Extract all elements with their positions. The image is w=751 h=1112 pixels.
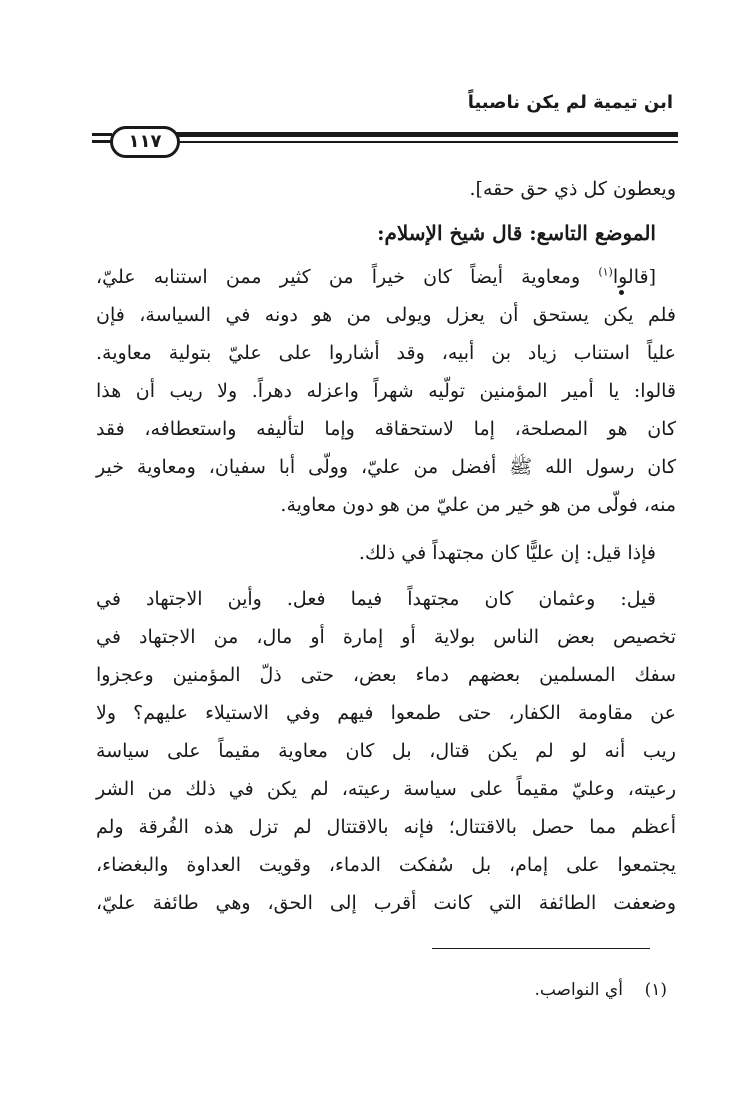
- text-line: وضعفت الطائفة التي كانت أقرب إلى الحق، وهي طائفة عليّ،: [96, 892, 676, 914]
- header-rule-left-bottom: [92, 140, 112, 143]
- footnote-marker: (١): [644, 980, 667, 1000]
- footnote-separator: [432, 948, 650, 949]
- text-line: منه، فولّى من هو خير من عليّ من هو دون معاوية.: [280, 494, 676, 516]
- body-text: [96, 170, 676, 922]
- section-heading: الموضع التاسع: قال شيخ الإسلام:: [377, 221, 656, 245]
- text-line: فإذا قيل: إن عليًّا كان مجتهداً في ذلك.: [358, 542, 656, 564]
- text-line: عن مقاومة الكفار، حتى طمعوا فيهم وفي الاستيلاء عليهم؟ ولا: [96, 702, 676, 724]
- text-line: أعظم مما حصل بالاقتتال؛ فإنه بالاقتتال لم تزل هذه الفُرقة ولم: [96, 816, 676, 838]
- text-line: ريب أنه لو لم يكن قتال، بل كان معاوية مقيماً على سياسة: [96, 740, 676, 762]
- text-line: كان رسول الله ﷺ أفضل من عليّ، وولّى أبا سفيان، ومعاوية خير: [96, 456, 676, 478]
- running-title: ابن تيمية لم يكن ناصبياً: [467, 92, 673, 113]
- footnote: [534, 980, 667, 1000]
- text-line: تخصيص بعض الناس بولاية أو إمارة أو مال، من الاجتهاد في: [96, 626, 676, 648]
- header-rule-thick: [174, 132, 678, 137]
- text-line: قيل: وعثمان كان مجتهداً فيما فعل. وأين الاجتهاد في: [96, 588, 656, 610]
- text-line: علياً استناب زياد بن أبيه، وقد أشاروا على عليّ بتولية معاوية.: [96, 342, 676, 364]
- text-line: [96, 258, 676, 296]
- header-rule-left-top: [92, 133, 112, 136]
- text-segment: ومعاوية أيضاً كان خيراً من كثير ممن استنابه عليّ،: [96, 266, 599, 288]
- header-rule-thin: [174, 141, 678, 143]
- footnote-text: أي النواصب.: [534, 980, 623, 1000]
- text-line: قالوا: يا أمير المؤمنين تولّيه شهراً واعزله دهراً. ولا ريب أن هذا: [96, 380, 676, 402]
- text-line: فلم يكن يستحق أن يعزل ويولى من هو دونه في السياسة، فإن: [96, 304, 677, 326]
- footnote-ref: (١): [598, 265, 613, 279]
- text-line: ويعطون كل ذي حق حقه].: [469, 178, 676, 200]
- text-line: يجتمعوا على إمام، بل سُفكت الدماء، وقويت العداوة والبغضاء،: [96, 854, 676, 876]
- quote-open: [قالوا: [612, 266, 656, 288]
- text-line: رعيته، وعليّ مقيماً على سياسة رعيته، لم يكن في ذلك من الشر: [96, 778, 676, 800]
- text-line: كان هو المصلحة، إما لاستحقاقه وإما لتأليفه واستعطافه، فقد: [96, 418, 676, 440]
- page-number: ١١٧: [110, 126, 180, 158]
- text-line: سفك المسلمين بعضهم دماء بعض، حتى ذلّ المؤمنين وعجزوا: [96, 664, 676, 686]
